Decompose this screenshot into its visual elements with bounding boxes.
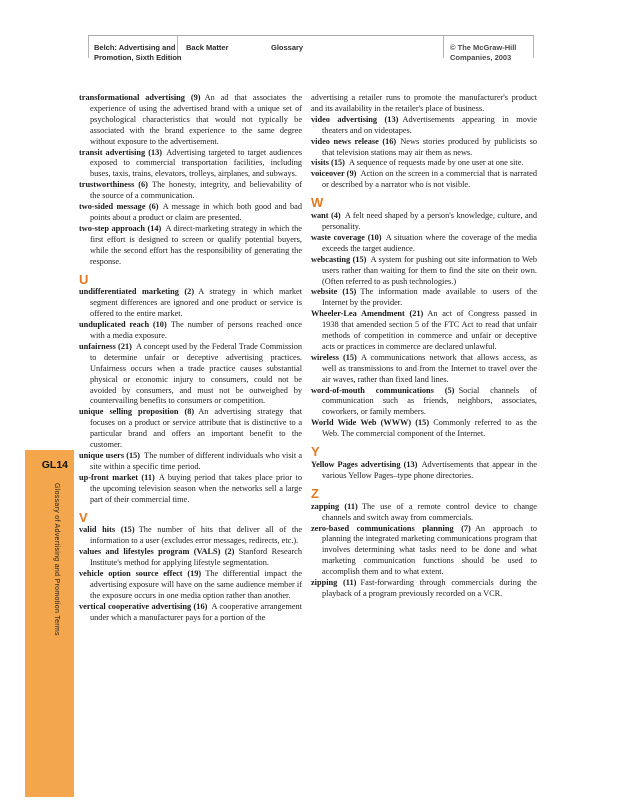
glossary-entry: unfairness (21) A concept used by the Federal Trade Commission to determine unfair or deceptive advertising practices. Unfairness occurs when a trade practice causes substantial physical or economic injury to consumers, could not be avoided by consumers, and must not be outweighed by countervailing benefits to consumers or competition. [79, 341, 302, 406]
glossary-term: zipping (11) [311, 578, 357, 588]
glossary-column-left [79, 93, 302, 624]
glossary-entry: unique users (15) The number of different individuals who visit a site within a specific time period. [79, 451, 302, 471]
glossary-term: unique users (15) [79, 451, 141, 460]
glossary-term: waste coverage (10) [311, 232, 382, 242]
glossary-term: two-step approach (14) [79, 223, 162, 233]
glossary-term: undifferentiated marketing (2) [79, 287, 195, 297]
glossary-entry: vehicle option source effect (19) The differential impact the advertising exposure will have on the same audience member if the exposure occurs in one media option rather than another. [79, 569, 302, 600]
glossary-entry: vertical cooperative advertising (16) A cooperative arrangement under which a manufacturer pays for a portion of the [79, 601, 302, 622]
glossary-term: up-front market (11) [79, 472, 155, 482]
chapter-label: Glossary [271, 43, 304, 52]
glossary-term: video news release (16) [311, 136, 397, 146]
copyright-notice [450, 43, 530, 62]
book-title-line2: Promotion, Sixth Edition [94, 52, 182, 62]
glossary-vertical-title: Glossary of Advertising and Promotion Terms [53, 483, 60, 636]
glossary-term: transformational advertising (9) [79, 93, 201, 102]
glossary-entry: waste coverage (10) A situation where the coverage of the media exceeds the target audience. [311, 232, 537, 253]
copyright-line1: © The McGraw-Hill [450, 43, 517, 52]
glossary-term: zero-based communications planning (7) [311, 523, 471, 533]
glossary-column-right [311, 93, 537, 600]
glossary-entry: trustworthiness (6) The honesty, integrity, and believability of the source of a communication. [79, 180, 302, 201]
glossary-term: Yellow Pages advertising (13) [311, 460, 418, 469]
glossary-term: visits (15) [311, 158, 345, 168]
glossary-term: webcasting (15) [311, 254, 367, 264]
section-letter-U: U [79, 271, 89, 287]
glossary-term: website (15) [311, 287, 357, 297]
glossary-entry: webcasting (15) A system for pushing out site information to Web users rather than waiting for them to find the site on their own. (Often referred to as push technologies.) [311, 254, 537, 286]
header-divider [88, 36, 89, 58]
section-letter-W: W [311, 195, 324, 211]
header-divider [443, 36, 444, 58]
glossary-entry: values and lifestyles program (VALS) (2) Stanford Research Institute's method for applying lifestyle segmentation. [79, 547, 302, 568]
glossary-term: zapping (11) [311, 501, 358, 511]
glossary-entry: word-of-mouth communications (5) Social channels of communication such as friends, neighbors, associates, coworkers, or family members. [311, 385, 537, 417]
glossary-term: World Wide Web (WWW) (15) [311, 418, 430, 428]
glossary-entry: unduplicated reach (10) The number of persons reached once with a media exposure. [79, 320, 302, 341]
copyright-line2: Companies, 2003 [450, 52, 512, 62]
glossary-entry: Yellow Pages advertising (13) Advertisements that appear in the various Yellow Pages–type phone directories. [311, 460, 537, 480]
glossary-entry: undifferentiated marketing (2) A strategy in which market segment differences are ignored and one product or service is offered to the entire market. [79, 287, 303, 319]
section-letter-Z: Z [311, 485, 319, 501]
glossary-term: word-of-mouth communications (5) [311, 385, 455, 395]
glossary-entry: zipping (11) Fast-forwarding through commercials during the playback of a program previously recorded on a VCR. [311, 578, 537, 598]
glossary-term: Wheeler-Lea Amendment (21) [311, 309, 424, 319]
glossary-entry: want (4) A felt need shaped by a person's knowledge, culture, and personality. [311, 211, 537, 231]
section-letter-V: V [79, 509, 88, 525]
glossary-entry: voiceover (9) Action on the screen in a commercial that is narrated or described by a narrator who is not visible. [311, 169, 537, 190]
glossary-term: voiceover (9) [311, 169, 357, 179]
glossary-entry: Wheeler-Lea Amendment (21) An act of Congress passed in 1938 that amended section 5 of the FTC Act to read that unfair methods of competition in commerce and unfair or deceptive acts or practices in commerce are declared unlawful. [311, 309, 537, 351]
glossary-entry: World Wide Web (WWW) (15) Commonly referred to as the Web. The commercial component of the Internet. [311, 418, 537, 439]
glossary-term: valid hits (15) [79, 525, 135, 535]
page-header [88, 35, 534, 75]
section-letter-Y: Y [311, 444, 320, 460]
glossary-term: two-sided message (6) [79, 202, 159, 212]
glossary-entry: two-sided message (6) A message in which both good and bad points about a product or claim are presented. [79, 202, 302, 222]
glossary-entry: visits (15) A sequence of requests made by one user at one site. [311, 158, 524, 168]
glossary-term: trustworthiness (6) [79, 180, 148, 190]
glossary-entry: website (15) The information made available to users of the Internet by the provider. [311, 287, 537, 308]
page-number-label: GL14 [41, 459, 68, 471]
book-title [94, 43, 182, 62]
glossary-entry: zero-based communications planning (7) An approach to planning the integrated marketing communications program that involves determining what tasks need to be done and what marketing communication functions should be used to accomplish them and to what extent. [311, 523, 537, 577]
glossary-entry: up-front market (11) A buying period that takes place prior to the upcoming television season when the networks sell a large part of their commercial time. [79, 472, 302, 504]
entry-continuation: advertising a retailer runs to promote the manufacturer's product and its availability in the retailer's place of business. [311, 93, 537, 113]
glossary-entry: transformational advertising (9) An ad that associates the experience of using the advertised brand with a unique set of psychological characteristics that would not typically be associated with the brand experience to the same degree without exposure to the advertisement. [79, 93, 303, 146]
glossary-entry: transit advertising (13) Advertising targeted to target audiences exposed to commercial transportation facilities, including buses, taxis, trains, elevators, trolleys, airplanes, and subways. [79, 147, 302, 179]
glossary-term: vertical cooperative advertising (16) [79, 601, 208, 611]
glossary-term: transit advertising (13) [79, 147, 163, 157]
side-tab [25, 450, 74, 797]
book-title-line1: Belch: Advertising and [94, 43, 176, 52]
glossary-entry: valid hits (15) The number of hits that deliver all of the information to a user (excludes error messages, redirects, etc.). [79, 525, 303, 546]
glossary-term: vehicle option source effect (19) [79, 569, 202, 579]
glossary-term: unduplicated reach (10) [79, 320, 167, 330]
glossary-term: wireless (15) [311, 352, 357, 362]
glossary-term: unfairness (21) [79, 341, 132, 351]
glossary-entry: wireless (15) A communications network that allows access, as well as transmissions to and from the Internet to travel over the air waves, rather than fixed land lines. [311, 352, 537, 384]
glossary-entry: two-step approach (14) A direct-marketing strategy in which the first effort is designed to screen or qualify potential buyers, while the second effort has the responsibility of generating the response. [79, 223, 302, 266]
glossary-term: values and lifestyles program (VALS) (2) [79, 547, 235, 557]
back-matter-label: Back Matter [186, 43, 229, 52]
glossary-term: want (4) [311, 211, 341, 221]
header-divider [533, 36, 534, 58]
glossary-entry: unique selling proposition (8) An advertising strategy that focuses on a product or service attribute that is distinctive to a particular brand and offers an important benefit to the customer. [79, 407, 302, 450]
glossary-term: unique selling proposition (8) [79, 407, 195, 417]
glossary-entry: zapping (11) The use of a remote control device to change channels and switch away from commercials. [311, 501, 537, 522]
glossary-term: video advertising (13) [311, 114, 399, 124]
glossary-entry: video advertising (13) Advertisements appearing in movie theaters and on videotapes. [311, 114, 537, 135]
glossary-entry: video news release (16) News stories produced by publicists so that television stations may air them as news. [311, 136, 537, 157]
